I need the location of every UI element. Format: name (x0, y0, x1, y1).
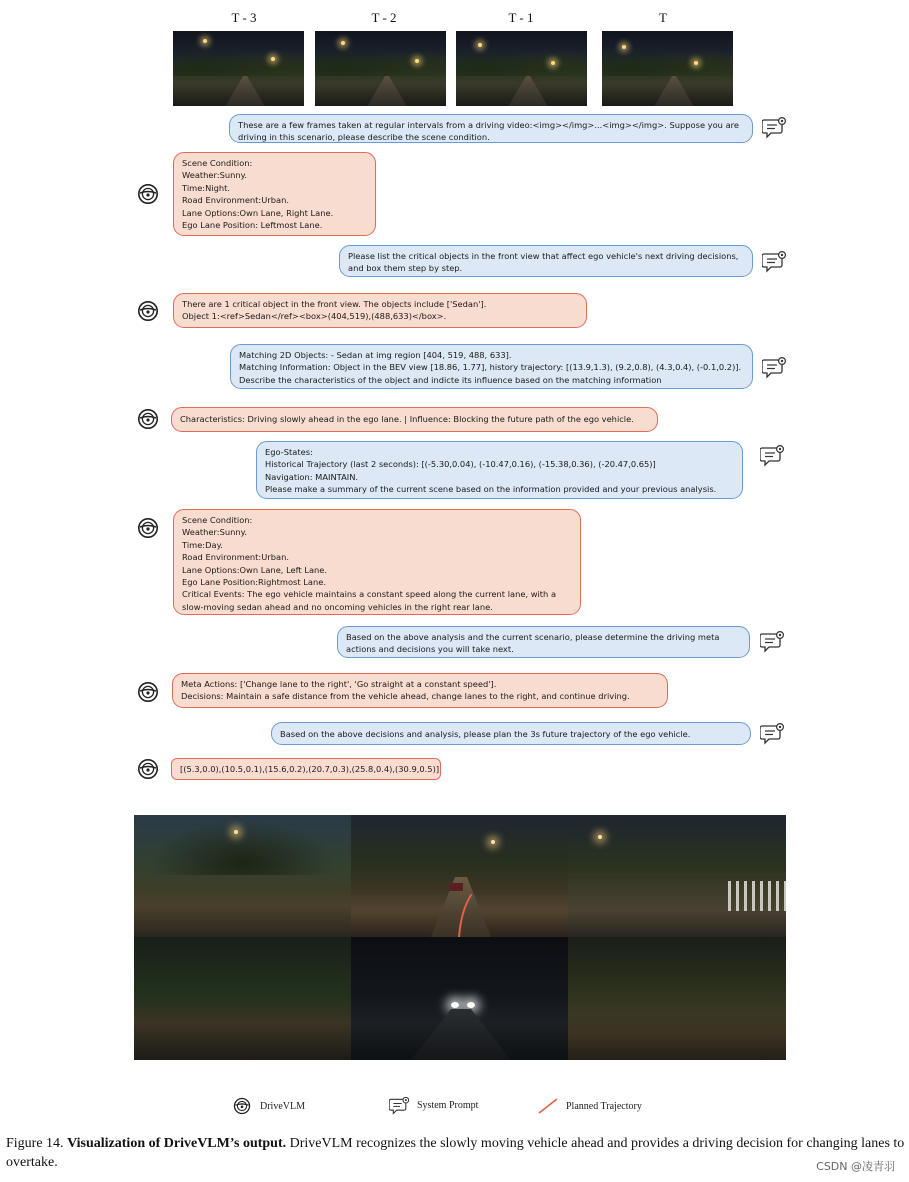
system-prompt-icon (762, 250, 788, 274)
bubble-line: Weather:Sunny. (182, 170, 247, 181)
camera-back (351, 937, 568, 1060)
frame-label-t-3: T - 3 (231, 10, 257, 25)
camera-front-left (134, 815, 351, 937)
frame-label-t-2: T - 2 (371, 10, 397, 25)
bubble-line: Object 1:<ref>Sedan</ref><box>(404,519),(488,633)</box>. (182, 311, 447, 322)
system-prompt-bubble (271, 722, 751, 745)
bubble-line: actions and decisions you will take next. (346, 644, 514, 655)
legend-system-prompt-icon (389, 1096, 411, 1116)
bubble-line: Based on the above decisions and analysis, please plan the 3s future trajectory of the ego vehicle. (280, 729, 691, 739)
frame-label-t-1: T - 1 (508, 10, 534, 25)
system-prompt-bubble (337, 626, 750, 658)
bubble-line: Weather:Sunny. (182, 527, 247, 538)
camera-back-right (568, 937, 786, 1060)
bubble-line: These are a few frames taken at regular intervals from a driving video:<img></img>...<img></img>. Suppose you are (238, 120, 739, 130)
drivevlm-response-bubble (171, 407, 658, 432)
caption-text: DriveVLM recognizes the slowly moving vehicle ahead and provides a driving decision for changing lanes to overtake. (6, 1136, 905, 1170)
bubble-line: Please list the critical objects in the front view that affect ego vehicle's next driving decisions, (348, 251, 739, 261)
drivevlm-response-bubble (172, 673, 668, 708)
legend-drivevlm-icon (233, 1097, 251, 1115)
bubble-line: [(5.3,0.0),(10.5,0.1),(15.6,0.2),(20.7,0.3),(25.8,0.4),(30.9,0.5)] (180, 764, 440, 774)
drivevlm-response-bubble (173, 293, 587, 328)
bubble-line: Ego Lane Position:Rightmost Lane. (182, 577, 326, 588)
system-prompt-bubble (229, 114, 753, 143)
drivevlm-steering-wheel-icon (137, 758, 159, 780)
bubble-line: slow-moving sedan ahead and no oncoming vehicles in the right rear lane. (182, 601, 493, 612)
planned-trajectory-line (459, 895, 471, 937)
camera-back-left (134, 937, 351, 1060)
legend-system-prompt-label: System Prompt (417, 1100, 479, 1111)
multi-camera-view (134, 815, 786, 1060)
drivevlm-steering-wheel-icon (137, 408, 159, 430)
bubble-line: Based on the above analysis and the current scenario, please determine the driving meta (346, 632, 720, 642)
bubble-line: Describe the characteristics of the object and indicte its influence based on the matching information (239, 374, 662, 385)
video-frame-t-1 (456, 31, 587, 106)
camera-front-right (568, 815, 786, 937)
legend-planned-trajectory-icon (537, 1097, 559, 1115)
bubble-line: Scene Condition: (182, 158, 253, 168)
system-prompt-icon (762, 356, 788, 380)
bubble-line: Time:Night. (182, 182, 231, 193)
legend-planned-trajectory-label: Planned Trajectory (566, 1101, 642, 1112)
bubble-line: Meta Actions: ['Change lane to the right', 'Go straight at a constant speed']. (181, 679, 497, 689)
drivevlm-steering-wheel-icon (137, 183, 159, 205)
figure-caption (6, 1134, 906, 1172)
caption-title: Visualization of DriveVLM’s output. (67, 1136, 287, 1151)
frame-label-t: T (659, 10, 667, 25)
legend-drivevlm-label: DriveVLM (260, 1101, 305, 1112)
bubble-line: Please make a summary of the current scene based on the information provided and your previous analysis. (265, 484, 717, 495)
bubble-line: Characteristics: Driving slowly ahead in the ego lane. | Influence: Blocking the future path of the ego vehicle. (180, 414, 634, 424)
system-prompt-bubble (256, 441, 743, 499)
bubble-line: Scene Condition: (182, 515, 253, 525)
drivevlm-response-bubble (171, 758, 441, 780)
caption-label: Figure 14. (6, 1136, 64, 1151)
drivevlm-steering-wheel-icon (137, 517, 159, 539)
bubble-line: and box them step by step. (348, 263, 463, 274)
bubble-line: Matching Information: Object in the BEV view [18.86, 1.77], history trajectory: [(13.9,1.3), (9.2,0.8), (4.3,0.4), (-0.1,0.2)]. (239, 362, 742, 373)
bubble-line: Matching 2D Objects: - Sedan at img region [404, 519, 488, 633]. (239, 350, 512, 360)
bubble-line: driving in this scenario, please describe the scene condition. (238, 132, 490, 143)
system-prompt-icon (762, 116, 788, 140)
bubble-line: Road Environment:Urban. (182, 195, 289, 206)
bubble-line: Road Environment:Urban. (182, 552, 289, 563)
system-prompt-bubble (339, 245, 753, 277)
video-frame-t (602, 31, 733, 106)
watermark: CSDN @凌青羽 (816, 1160, 895, 1173)
system-prompt-icon (760, 630, 786, 654)
video-frame-t-2 (315, 31, 446, 106)
system-prompt-bubble (230, 344, 753, 389)
bubble-line: Lane Options:Own Lane, Right Lane. (182, 207, 334, 218)
drivevlm-steering-wheel-icon (137, 300, 159, 322)
bubble-line: Historical Trajectory (last 2 seconds): [(-5.30,0.04), (-10.47,0.16), (-15.38,0.36), (-20.47,0.65)] (265, 459, 656, 470)
bubble-line: Critical Events: The ego vehicle maintains a constant speed along the current lane, with a (182, 589, 557, 600)
bubble-line: Decisions: Maintain a safe distance from the vehicle ahead, change lanes to the right, and continue driving. (181, 691, 630, 702)
bubble-line: Lane Options:Own Lane, Left Lane. (182, 564, 328, 575)
system-prompt-icon (760, 444, 786, 468)
bubble-line: There are 1 critical object in the front view. The objects include ['Sedan']. (182, 299, 487, 309)
video-frame-t-3 (173, 31, 304, 106)
bubble-line: Navigation: MAINTAIN. (265, 471, 359, 482)
bubble-line: Ego-States: (265, 447, 313, 457)
drivevlm-response-bubble (173, 152, 376, 236)
system-prompt-icon (760, 722, 786, 746)
drivevlm-steering-wheel-icon (137, 681, 159, 703)
planned-trajectory-overlay (351, 815, 568, 937)
drivevlm-response-bubble (173, 509, 581, 615)
bubble-line: Ego Lane Position: Leftmost Lane. (182, 220, 323, 231)
bubble-line: Time:Day. (182, 539, 223, 550)
